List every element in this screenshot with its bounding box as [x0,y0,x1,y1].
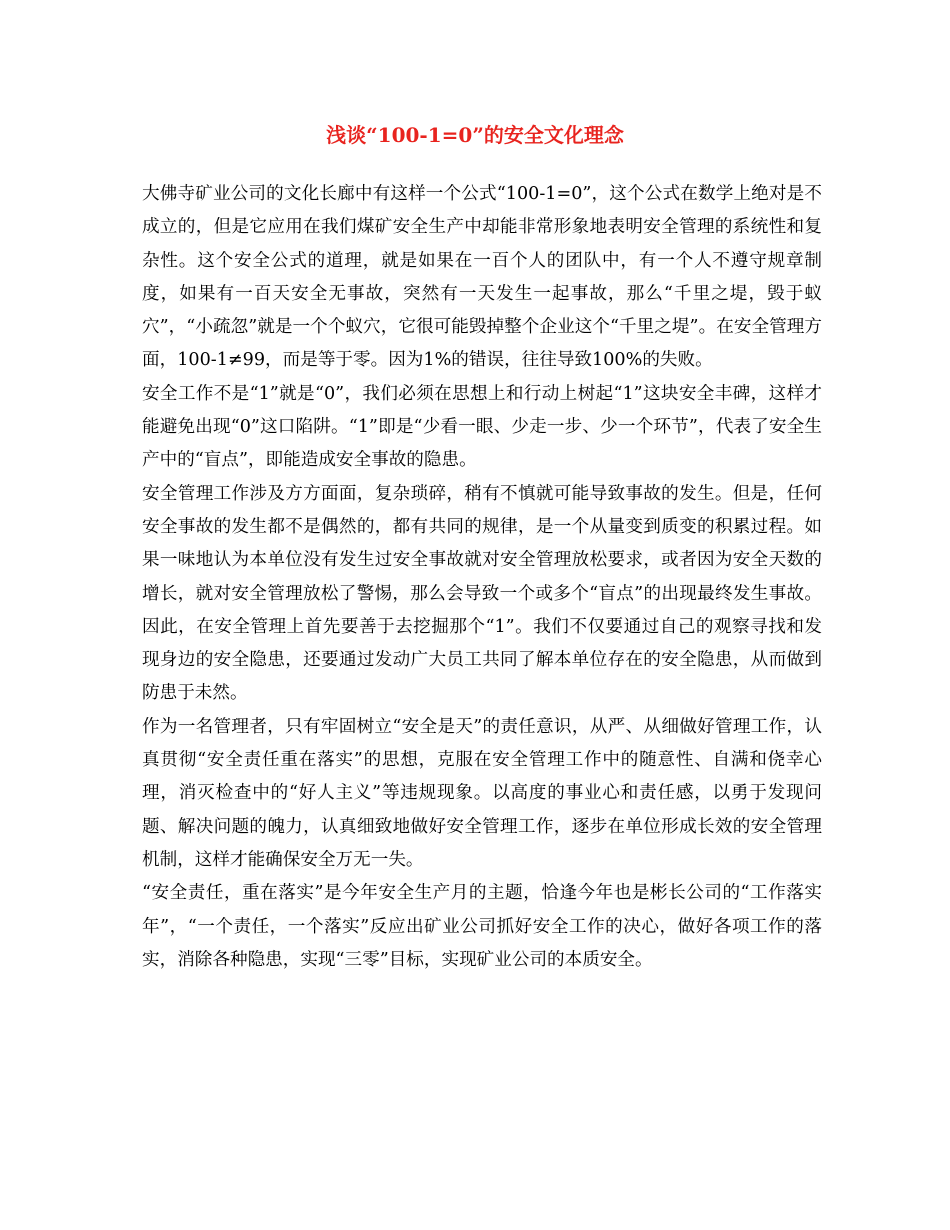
paragraph-1: 大佛寺矿业公司的文化长廊中有这样一个公式“100-1=0”，这个公式在数学上绝对是不成立的，但是它应用在我们煤矿安全生产中却能非常形象地表明安全管理的系统性和复杂性。这个安全公式的道理，就是如果在一百个人的团队中，有一个人不遵守规章制度，如果有一百天安全无事故，突然有一天发生一起事故，那么“千里之堤，毁于蚁穴”，“小疏忽”就是一个个蚁穴，它很可能毁掉整个企业这个“千里之堤”。在安全管理方面，100-1≠99，而是等于零。因为1%的错误，往往导致100%的失败。 [142,184,822,371]
paragraph-2: 安全工作不是“1”就是“0”，我们必须在思想上和行动上树起“1”这块安全丰碑，这样才能避免出现“0”这口陷阱。“1”即是“少看一眼、少走一步、少一个环节”，代表了安全生产中的“盲点”，即能造成安全事故的隐患。 [142,383,822,471]
paragraph-5: “安全责任，重在落实”是今年安全生产月的主题，恰逢今年也是彬长公司的“工作落实年”，“一个责任，一个落实”反应出矿业公司抓好安全工作的决心，做好各项工作的落实，消除各种隐患，实现“三零”目标，实现矿业公司的本质安全。 [142,883,822,970]
document-title: 浅谈“100-1=0”的安全文化理念 [326,123,624,147]
paragraph-3: 安全管理工作涉及方方面面，复杂琐碎，稍有不慎就可能导致事故的发生。但是，任何安全事故的发生都不是偶然的，都有共同的规律，是一个从量变到质变的积累过程。如果一味地认为本单位没有发生过安全事故就对安全管理放松要求，或者因为安全天数的增长，就对安全管理放松了警惕，那么会导致一个或多个“盲点”的出现最终发生事故。因此，在安全管理上首先要善于去挖掘那个“1”。我们不仅要通过自己的观察寻找和发现身边的安全隐患，还要通过发动广大员工共同了解本单位存在的安全隐患，从而做到防患于未然。 [142,483,822,704]
document-body [142,178,822,977]
paragraph-4: 作为一名管理者，只有牢固树立“安全是天”的责任意识，从严、从细做好管理工作，认真贯彻“安全责任重在落实”的思想，克服在安全管理工作中的随意性、自满和侥幸心理，消灭检查中的“好人主义”等违规现象。以高度的事业心和责任感，以勇于发现问题、解决问题的魄力，认真细致地做好安全管理工作，逐步在单位形成长效的安全管理机制，这样才能确保安全万无一失。 [142,716,822,870]
